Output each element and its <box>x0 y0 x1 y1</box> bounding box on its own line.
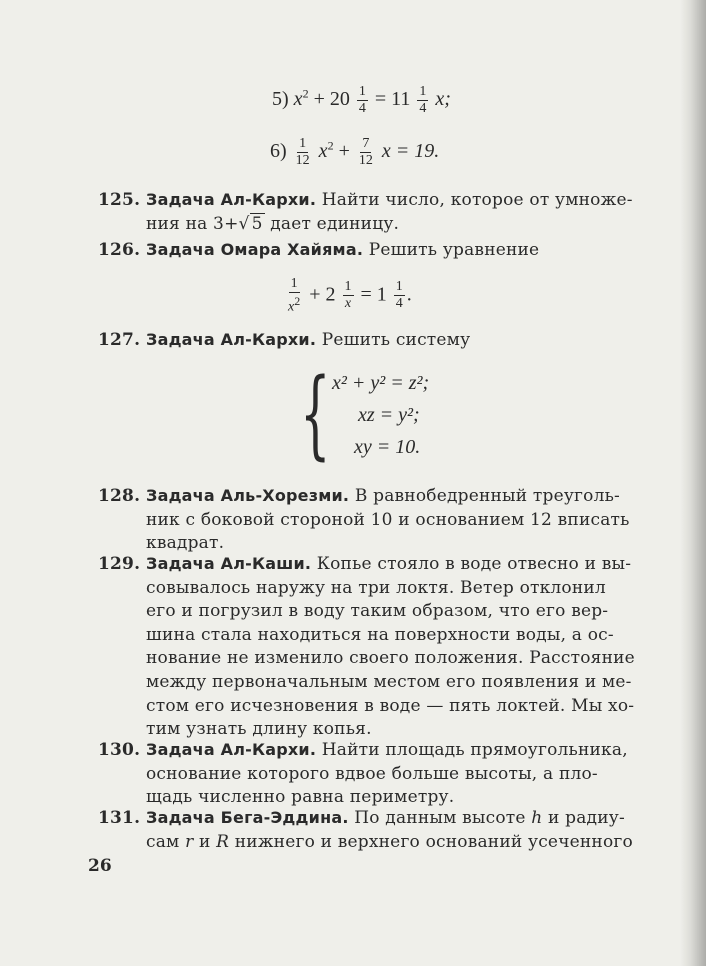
problem-127: 127. Задача Ал-Кархи. Решить систему <box>98 330 471 350</box>
problem-130: 130. Задача Ал-Кархи. Найти площадь прямоугольника, основание которого вдвое больше высоты, а пло- щадь численно равна периметру. <box>98 740 628 808</box>
problem-125: 125. Задача Ал-Кархи. Найти число, которое от умноже- ния на 3+√ 5 дает единицу. <box>98 190 633 234</box>
problem-129: 129. Задача Ал-Каши. Копье стояло в воде отвесно и вы- совывалось наружу на три локтя. Ветер отклонил его и погрузил в воду таким образом, что его вер- шина стала находиться на поверхности воды, а ос- нование не изменило своего положения. Расстояние между первоначальным местом его появления и ме- стом его исчезновения в воде — пять локтей. Мы хо- тим узнать длину копья. <box>98 554 635 740</box>
equation-126: $\frac{1}{x2}$ + 2 $\frac{1}{x}$ = 1 $\frac{1}{4}$ . <box>288 276 412 315</box>
equation-system: { x² + y² = z²; xz = y²; xy = 10. <box>300 358 430 470</box>
equation-6: 6) $\frac{1}{12}$ $x^2$ + $\frac{7}{12}$ x = 19. <box>270 136 440 168</box>
equation-5: 5) $x^2 + 20$ $\frac{1}{4}$ = 11 $\frac{1}{4}$ x; <box>272 84 451 116</box>
problem-128: 128. Задача Аль-Хорезми. В равнобедренный треуголь- ник с боковой стороной 10 и основанием 12 вписать квадрат. <box>98 486 630 554</box>
page-edge-shadow <box>680 0 706 966</box>
page-number: 26 <box>88 856 112 876</box>
curly-brace: { <box>300 358 331 470</box>
fraction: $\frac{1}{4}$ <box>419 84 427 116</box>
sqrt-symbol: √ 5 <box>238 213 263 234</box>
problem-131: 131. Задача Бега-Эддина. По данным высоте h и радиу- сам r и R нижнего и верхнего оснований усеченного <box>98 808 633 852</box>
fraction: $\frac{1}{x2}$ <box>288 276 301 315</box>
fraction: $\frac{1}{4}$ <box>395 279 403 312</box>
fraction: $\frac{1}{12}$ <box>295 136 310 168</box>
problem-126: 126. Задача Омара Хайяма. Решить уравнение <box>98 240 540 260</box>
fraction: $\frac{7}{12}$ <box>358 136 373 168</box>
fraction: $\frac{1}{x}$ <box>344 279 352 312</box>
fraction: $\frac{1}{4}$ <box>358 84 366 116</box>
